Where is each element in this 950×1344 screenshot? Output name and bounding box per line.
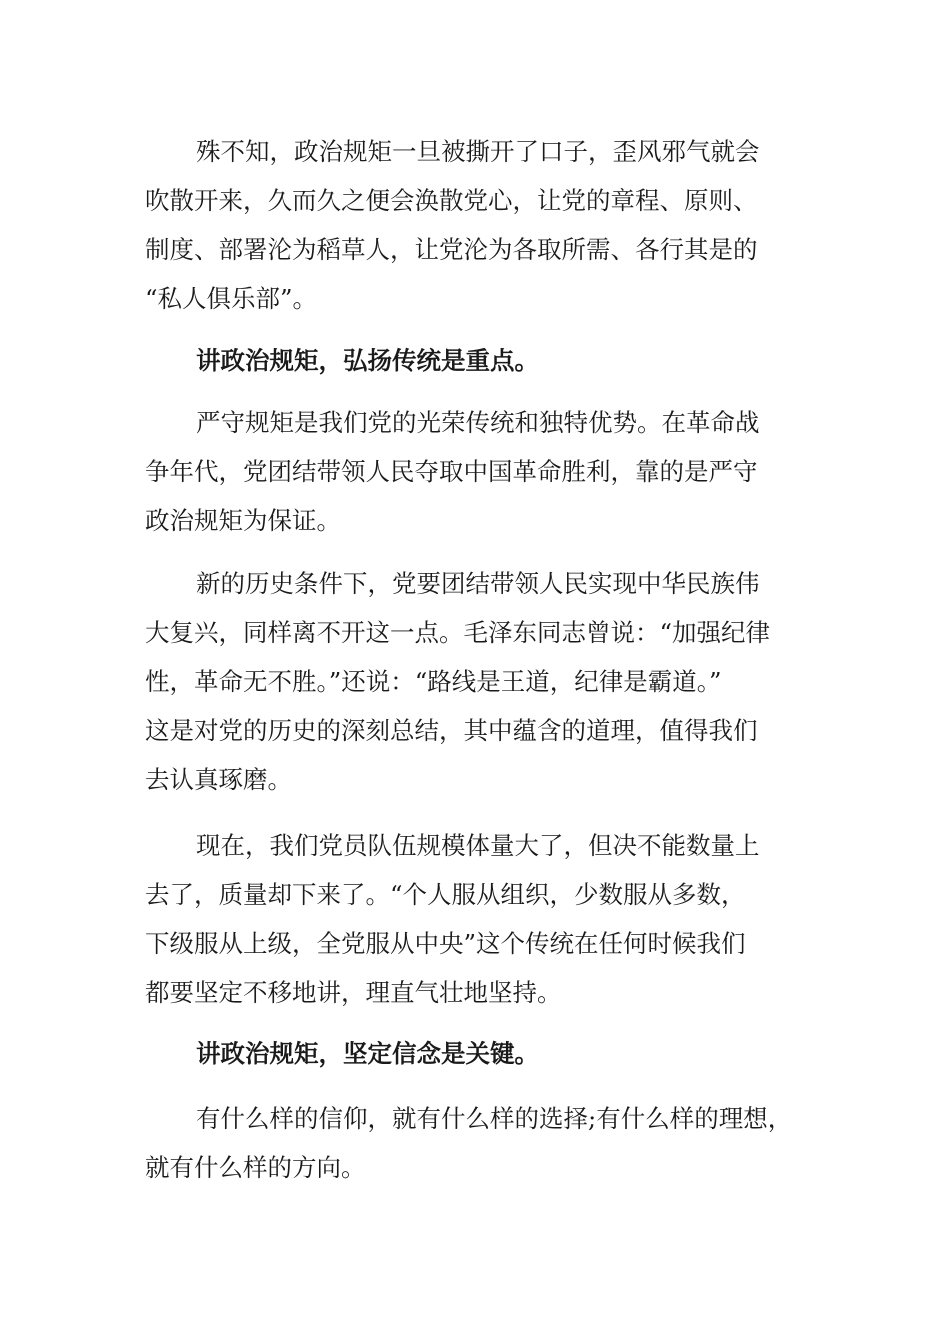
paragraph-4-line-3: 下级服从上级，全党服从中央”这个传统在任何时候我们 bbox=[145, 929, 746, 958]
paragraph-2-line-1: 严守规矩是我们党的光荣传统和独特优势。在革命战 bbox=[196, 408, 760, 437]
section-heading-1: 讲政治规矩，弘扬传统是重点。 bbox=[196, 346, 539, 375]
section-heading-2: 讲政治规矩，坚定信念是关键。 bbox=[196, 1039, 539, 1068]
paragraph-3-line-5: 去认真琢磨。 bbox=[145, 765, 292, 794]
paragraph-4-line-2: 去了，质量却下来了。“个人服从组织，少数服从多数， bbox=[145, 880, 746, 909]
paragraph-1-line-1: 殊不知，政治规矩一旦被撕开了口子，歪风邪气就会 bbox=[196, 137, 760, 166]
paragraph-2-line-2: 争年代，党团结带领人民夺取中国革命胜利，靠的是严守 bbox=[145, 457, 758, 486]
paragraph-3-line-4: 这是对党的历史的深刻总结，其中蕴含的道理，值得我们 bbox=[145, 716, 758, 745]
paragraph-3-line-2: 大复兴，同样离不开这一点。毛泽东同志曾说：“加强纪律 bbox=[145, 618, 771, 647]
paragraph-3-line-1: 新的历史条件下，党要团结带领人民实现中华民族伟 bbox=[196, 569, 760, 598]
paragraph-2-line-3: 政治规矩为保证。 bbox=[145, 506, 341, 535]
paragraph-4-line-1: 现在，我们党员队伍规模体量大了，但决不能数量上 bbox=[196, 831, 760, 860]
paragraph-4-line-4: 都要坚定不移地讲，理直气壮地坚持。 bbox=[145, 978, 562, 1007]
paragraph-5-line-2: 就有什么样的方向。 bbox=[145, 1153, 366, 1182]
paragraph-1-line-2: 吹散开来，久而久之便会涣散党心，让党的章程、原则、 bbox=[145, 186, 758, 215]
paragraph-5-line-1: 有什么样的信仰，就有什么样的选择;有什么样的理想， bbox=[196, 1104, 793, 1133]
paragraph-3-line-3: 性，革命无不胜。”还说：“路线是王道，纪律是霸道。” bbox=[145, 667, 722, 696]
paragraph-1-line-3: 制度、部署沦为稻草人，让党沦为各取所需、各行其是的 bbox=[145, 235, 758, 264]
paragraph-1-line-4: “私人俱乐部”。 bbox=[145, 284, 318, 313]
